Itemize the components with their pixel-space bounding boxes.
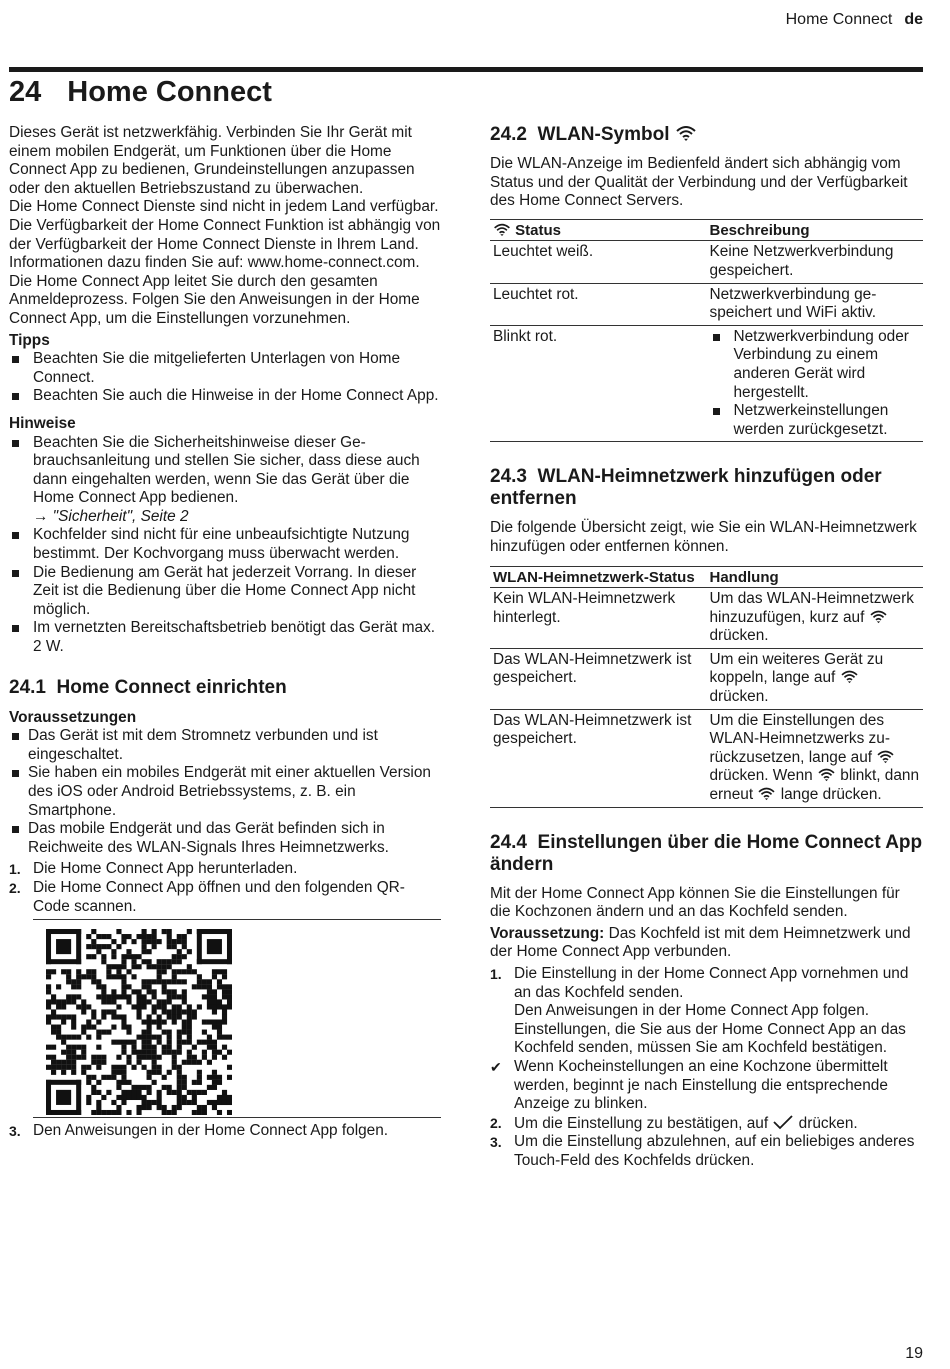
cross-reference-link[interactable]: → "Sicherheit", Seite 2 [33, 507, 189, 525]
list-item [490, 1114, 923, 1134]
list-item: Kochfelder sind nicht für eine unbeaufsichtigte Nutzung bestimmt. Der Kochvorgang muss überwacht werden. [9, 526, 441, 563]
notes-heading: Hinweise [9, 414, 76, 432]
step-text: drücken. [798, 1114, 858, 1132]
prerequisite-label: Voraussetzung: [490, 924, 605, 942]
home-network-intro: Die folgende Übersicht zeigt, wie Sie ein WLAN-Heimnetzwerk hinzufügen oder entfernen können. [490, 519, 917, 555]
tips-heading: Tipps [9, 331, 50, 349]
list-item [9, 1122, 441, 1141]
list-item [490, 965, 923, 1058]
status-cell: Leuchtet weiß. [490, 241, 707, 283]
list-item: Beachten Sie auch die Hinweise in der Home Connect App. [9, 387, 441, 406]
action-text: drücken. [709, 627, 769, 645]
action-text: Um die Einstellungen des WLAN-Heimnetzwerks zurückzusetzen, lange auf [709, 711, 890, 766]
app-settings-steps [490, 965, 923, 1171]
home-network-table [490, 566, 923, 808]
wifi-icon [869, 609, 888, 624]
status-cell: Das WLAN-Heimnetzwerk ist gespeichert. [490, 709, 707, 807]
list-item: Das mobile Endgerät und das Gerät befinden sich in Reichweite des WLAN-Signals Ihres Heimnetzwerks. [9, 820, 441, 857]
wifi-icon [876, 749, 895, 764]
section-title: WLAN-Symbol [537, 124, 670, 145]
app-settings-intro: Mit der Home Connect App können Sie die Einstellungen für die Kochzonen ändern und an das Kochfeld senden. [490, 884, 900, 921]
right-column [490, 124, 923, 1171]
notes-list [9, 434, 441, 657]
chapter-number: 24 [9, 76, 42, 108]
table-row [490, 283, 923, 325]
step-number: 3. [9, 1123, 21, 1140]
result-text: Wenn Kocheinstellungen an eine Kochzone übermittelt werden, beginnt je nach Einstellung die entsprechende Anzeige zu blinken. [514, 1057, 888, 1113]
column-header-network-status: WLAN-Heimnetzwerk-Status [490, 566, 707, 588]
section-number: 24.3 [490, 466, 527, 488]
wifi-icon [493, 222, 511, 237]
action-text: drücken. [709, 688, 769, 706]
table-row [490, 648, 923, 709]
intro-paragraph-1: Dieses Gerät ist netzwerkfähig. Verbinden Sie Ihr Gerät mit einem mobilen Endgerät, um Funktionen über die Home Connect App zu bedienen, Grundeinstellungen anzupassen oder den aktuellen Betriebszustand zu überwachen. [9, 124, 415, 197]
tips-list [9, 350, 441, 406]
status-cell: Kein WLAN-Heimnetzwerk hinterlegt. [490, 588, 707, 649]
running-head [786, 11, 923, 29]
setup-steps-continued [9, 1122, 441, 1141]
action-text: lange drücken. [780, 786, 882, 804]
section-title: Home Connect einrichten [56, 676, 287, 698]
table-row [490, 588, 923, 649]
section-heading-24-1 [9, 677, 441, 699]
list-item [9, 879, 441, 916]
qr-code-box [33, 919, 441, 1118]
step-text: Den Anweisungen in der Home Connect App folgen. [514, 1002, 870, 1020]
section-number: 24.1 [9, 676, 46, 698]
table-header-row [490, 566, 923, 588]
wifi-symbol-intro: Die WLAN-Anzeige im Bedienfeld ändert sich abhängig vom Status und der Qualität der Verbindung und der Verfügbarkeit des Home Connect Servers. [490, 155, 908, 210]
list-item: Im vernetzten Bereitschaftsbetrieb benötigt das Gerät max. 2 W. [9, 619, 441, 656]
list-item: Beachten Sie die mitgelieferten Unterlagen von Home Connect. [9, 350, 441, 387]
section-heading-24-2 [490, 124, 923, 146]
list-item: Das Gerät ist mit dem Stromnetz verbunden und ist eingeschaltet. [9, 727, 441, 764]
action-cell [707, 709, 924, 807]
section-title: WLAN-Heimnetzwerk hinzufügen oder entfernen [490, 466, 882, 510]
step-text: Die Home Connect App herunterladen. [33, 860, 298, 878]
wifi-icon [817, 767, 836, 782]
list-item [490, 1133, 923, 1170]
step-number: 3. [490, 1134, 502, 1151]
table-row [490, 325, 923, 442]
status-cell: Leuchtet rot. [490, 283, 707, 325]
top-rule [9, 67, 923, 72]
step-text: Den Anweisungen in der Home Connect App folgen. [33, 1122, 389, 1140]
action-text: Um das WLAN-Heimnetzwerk hinzuzufügen, kurz auf [709, 590, 914, 626]
column-header-action: Handlung [707, 566, 924, 588]
chapter-title-text: Home Connect [67, 76, 272, 108]
action-cell [707, 588, 924, 649]
step-number: 2. [490, 1114, 502, 1131]
section-title: Einstellungen über die Home Connect App ändern [490, 831, 923, 875]
column-header-status [490, 219, 707, 241]
list-item [9, 434, 441, 527]
wifi-icon [757, 786, 776, 801]
description-list [710, 328, 921, 440]
setup-steps [9, 860, 441, 916]
language-code: de [904, 11, 923, 28]
table-header-row [490, 219, 923, 241]
step-text: Einstellungen, die Sie aus der Home Connect App an das Kochfeld senden, müssen Sie am Kochfeld bestätigen. [514, 1020, 906, 1057]
description-cell: Keine Netzwerkverbindung gespeichert. [707, 241, 924, 283]
step-text: Um die Einstellung abzulehnen, auf ein beliebiges anderes Touch-Feld des Kochfelds drücken. [514, 1133, 915, 1169]
step-text: Die Einstellung in der Home Connect App vornehmen und an das Kochfeld senden. [514, 965, 909, 1001]
status-cell: Blinkt rot. [490, 325, 707, 442]
step-number: 1. [490, 966, 502, 982]
app-settings-prerequisite [490, 925, 923, 962]
checkmark-icon: ✔ [490, 1058, 502, 1075]
list-item: Die Bedienung am Gerät hat jederzeit Vorrang. In dieser Zeit ist die Bedienung über die Home Connect App nicht möglich. [9, 564, 441, 620]
running-head-title: Home Connect [785, 11, 893, 28]
description-cell: Netzwerkverbindung gespeichert und WiFi aktiv. [707, 283, 924, 325]
action-text: drücken. Wenn [709, 767, 813, 785]
section-heading-24-4 [490, 832, 923, 876]
step-text: Um die Einstellung zu bestätigen, auf [514, 1114, 769, 1132]
page-number: 19 [905, 1345, 923, 1362]
wifi-icon [840, 669, 859, 684]
section-heading-24-3 [490, 466, 923, 510]
list-item [9, 860, 441, 879]
action-text: Um ein weiteres Gerät zu koppeln, lange auf [709, 650, 884, 687]
wifi-status-table [490, 219, 923, 443]
qr-code-image [46, 929, 232, 1115]
step-number: 2. [9, 879, 21, 896]
confirm-check-icon [772, 1114, 794, 1130]
left-column [9, 124, 441, 1141]
chapter-title [9, 76, 272, 109]
list-item: Netzwerkverbindung oder Verbindung zu einem anderen Gerät wird hergestellt. [710, 328, 921, 402]
action-text: blinkt, dann erneut [709, 767, 920, 804]
list-item: Netzwerkeinstellungen werden zurückgesetzt. [710, 402, 921, 439]
step-text: Die Home Connect App öffnen und den folgenden QR-Code scannen. [33, 878, 405, 915]
intro-paragraph-2: Die Home Connect Dienste sind nicht in jedem Land verfügbar. Die Verfügbarkeit der Home Connect Funktion ist abhängig von der Verfügbarkeit der Home Connect Dienste in Ihrem Land. Informationen dazu finden Sie auf: www.home-connect.com. [9, 198, 441, 272]
description-cell [707, 325, 924, 442]
column-header-description: Beschreibung [707, 219, 924, 241]
section-number: 24.4 [490, 831, 527, 853]
list-item: Sie haben ein mobiles Endgerät mit einer aktuellen Version des iOS oder Android Betriebssystems, z. B. ein Smartphone. [9, 764, 441, 820]
wifi-icon [675, 124, 697, 142]
table-row [490, 241, 923, 283]
section-number: 24.2 [490, 124, 527, 145]
action-cell [707, 648, 924, 709]
prerequisites-list [9, 727, 441, 857]
header-text: Status [515, 221, 562, 239]
intro-paragraph-3: Die Home Connect App leitet Sie durch den gesamten Anmeldeprozess. Folgen Sie den Anweisungen in der Home Connect App, um die Einstellungen vorzunehmen. [9, 272, 420, 327]
prerequisites-heading: Voraussetzungen [9, 708, 137, 726]
prerequisite-text: Das Kochfeld ist mit dem Heimnetzwerk und der Home Connect App verbunden. [490, 924, 911, 961]
table-row [490, 709, 923, 807]
step-number: 1. [9, 861, 21, 878]
list-item [490, 1058, 923, 1114]
note-text: Beachten Sie die Sicherheitshinweise dieser Gebrauchsanleitung und stellen Sie sicher, dass diese auch dann eingehalten werden, wenn Sie das Gerät über die Home Connect App bedienen. [33, 433, 420, 507]
status-cell: Das WLAN-Heimnetzwerk ist gespeichert. [490, 648, 707, 709]
